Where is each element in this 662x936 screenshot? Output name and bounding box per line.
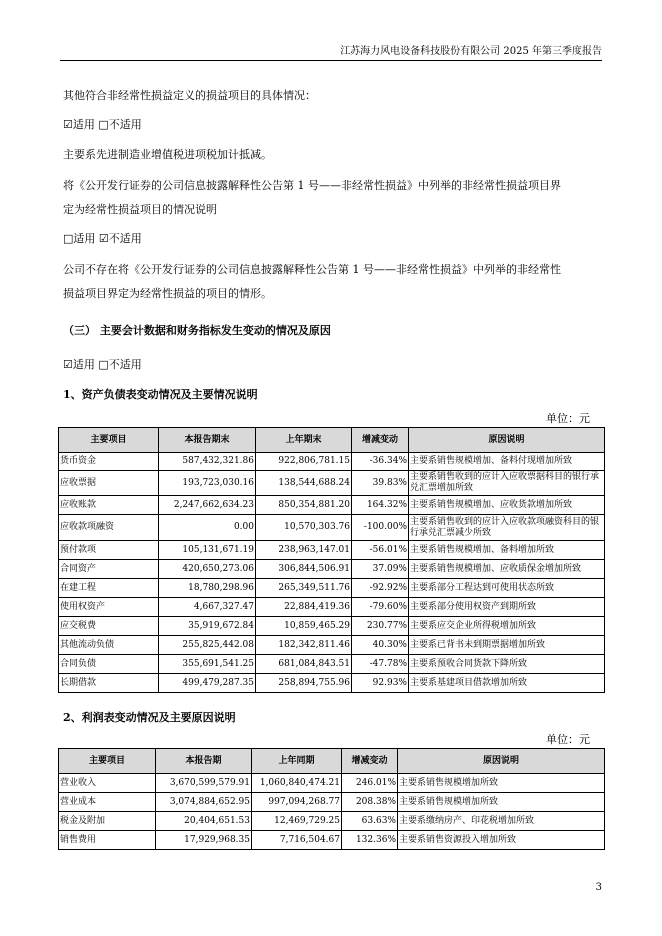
balance-sheet-table <box>58 427 605 693</box>
reason-cell: 主要系销售规模增加、应收货款增加所致 <box>409 496 605 515</box>
item-name-cell: 合同资产 <box>59 560 159 579</box>
item-name-cell: 营业成本 <box>59 793 156 812</box>
paragraph-vat-deduction: 主要系先进制造业增值税进项税加计抵减。 <box>63 148 272 161</box>
applicable-checkbox-1: ☑适用 □不适用 <box>63 118 142 131</box>
table-row <box>59 636 605 655</box>
change-cell: -56.01% <box>352 541 409 560</box>
item-name-cell: 应收款项融资 <box>59 515 159 541</box>
change-cell: 39.83% <box>352 471 409 496</box>
paragraph-other-items: 其他符合非经常性损益定义的损益项目的具体情况： <box>63 89 316 102</box>
prior-value-cell: 138,544,688.24 <box>256 471 352 496</box>
table-row <box>59 617 605 636</box>
current-value-cell: 3,670,599,579.91 <box>156 774 252 793</box>
table-row <box>59 774 605 793</box>
reason-cell: 主要系销售规模增加、备料付现增加所致 <box>409 453 605 471</box>
current-value-cell: 3,074,884,652.95 <box>156 793 252 812</box>
prior-value-cell: 22,884,419.36 <box>256 598 352 617</box>
change-cell: 37.09% <box>352 560 409 579</box>
current-value-cell: 255,825,442.08 <box>159 636 256 655</box>
subheading-balance-sheet: 1、资产负债表变动情况及主要情况说明 <box>63 388 258 401</box>
prior-value-cell: 10,859,465.29 <box>256 617 352 636</box>
reason-cell: 主要系销售收到的应计入应收票据科目的银行承兑汇票增加所致 <box>409 471 605 496</box>
table-row <box>59 515 605 541</box>
change-cell: 92.93% <box>352 674 409 693</box>
column-header: 增减变动 <box>342 749 398 774</box>
item-name-cell: 营业收入 <box>59 774 156 793</box>
prior-value-cell: 997,094,268.77 <box>252 793 342 812</box>
item-name-cell: 使用权资产 <box>59 598 159 617</box>
column-header: 主要项目 <box>59 428 159 453</box>
item-name-cell: 在建工程 <box>59 579 159 598</box>
current-value-cell: 35,919,672.84 <box>159 617 256 636</box>
item-name-cell: 预付款项 <box>59 541 159 560</box>
page-number: 3 <box>595 882 602 893</box>
reason-cell: 主要系部分工程达到可使用状态所致 <box>409 579 605 598</box>
table-row <box>59 598 605 617</box>
current-value-cell: 420,650,273.06 <box>159 560 256 579</box>
prior-value-cell: 258,894,755.96 <box>256 674 352 693</box>
change-cell: 230.77% <box>352 617 409 636</box>
item-name-cell: 长期借款 <box>59 674 159 693</box>
applicable-checkbox-2: □适用 ☑不适用 <box>63 232 142 245</box>
change-cell: -36.34% <box>352 453 409 471</box>
subheading-income-statement: 2、利润表变动情况及主要原因说明 <box>63 711 236 724</box>
column-header: 本报告期末 <box>159 428 256 453</box>
table-row <box>59 496 605 515</box>
table-header-row <box>59 428 605 453</box>
column-header: 本报告期 <box>156 749 252 774</box>
table-row <box>59 831 605 850</box>
prior-value-cell: 850,354,881.20 <box>256 496 352 515</box>
prior-value-cell: 7,716,504.67 <box>252 831 342 850</box>
change-cell: 40.30% <box>352 636 409 655</box>
prior-value-cell: 1,060,840,474.21 <box>252 774 342 793</box>
reason-cell: 主要系基建项目借款增加所致 <box>409 674 605 693</box>
paragraph-no-reclass-1: 公司不存在将《公开发行证券的公司信息披露解释性公告第 1 号——非经常性损益》中列举的非经常性 <box>63 263 561 276</box>
change-cell: -79.60% <box>352 598 409 617</box>
current-value-cell: 4,667,327.47 <box>159 598 256 617</box>
current-value-cell: 355,691,541.25 <box>159 655 256 674</box>
current-value-cell: 0.00 <box>159 515 256 541</box>
current-value-cell: 105,131,671.19 <box>159 541 256 560</box>
current-value-cell: 17,929,968.35 <box>156 831 252 850</box>
column-header: 原因说明 <box>409 428 605 453</box>
prior-value-cell: 922,806,781.15 <box>256 453 352 471</box>
column-header: 上年同期 <box>252 749 342 774</box>
change-cell: -47.78% <box>352 655 409 674</box>
current-value-cell: 18,780,298.96 <box>159 579 256 598</box>
reason-cell: 主要系销售规模增加所致 <box>398 774 605 793</box>
table-row <box>59 812 605 831</box>
reason-cell: 主要系销售规模增加、备料增加所致 <box>409 541 605 560</box>
table-row <box>59 674 605 693</box>
column-header: 主要项目 <box>59 749 156 774</box>
reason-cell: 主要系应交企业所得税增加所致 <box>409 617 605 636</box>
table-row <box>59 560 605 579</box>
table-row <box>59 541 605 560</box>
current-value-cell: 20,404,651.53 <box>156 812 252 831</box>
reason-cell: 主要系部分使用权资产到期所致 <box>409 598 605 617</box>
change-cell: -92.92% <box>352 579 409 598</box>
reason-cell: 主要系销售资源投入增加所致 <box>398 831 605 850</box>
item-name-cell: 应收账款 <box>59 496 159 515</box>
prior-value-cell: 306,844,506.91 <box>256 560 352 579</box>
change-cell: 63.63% <box>342 812 398 831</box>
table-row <box>59 471 605 496</box>
item-name-cell: 货币资金 <box>59 453 159 471</box>
change-cell: 164.32% <box>352 496 409 515</box>
current-value-cell: 587,432,321.86 <box>159 453 256 471</box>
unit-label-2: 单位：元 <box>546 733 590 746</box>
prior-value-cell: 12,469,729.25 <box>252 812 342 831</box>
income-statement-table <box>58 748 605 850</box>
prior-value-cell: 182,342,811.46 <box>256 636 352 655</box>
table-row <box>59 793 605 812</box>
section-heading-3: （三） 主要会计数据和财务指标发生变动的情况及原因 <box>63 324 331 337</box>
column-header: 上年期末 <box>256 428 352 453</box>
item-name-cell: 其他流动负债 <box>59 636 159 655</box>
current-value-cell: 193,723,030.16 <box>159 471 256 496</box>
reason-cell: 主要系缴纳房产、印花税增加所致 <box>398 812 605 831</box>
item-name-cell: 合同负债 <box>59 655 159 674</box>
prior-value-cell: 265,349,511.76 <box>256 579 352 598</box>
table-row <box>59 579 605 598</box>
page-header <box>60 40 602 61</box>
reason-cell: 主要系销售规模增加所致 <box>398 793 605 812</box>
reason-cell: 主要系销售规模增加、应收质保金增加所致 <box>409 560 605 579</box>
item-name-cell: 应收票据 <box>59 471 159 496</box>
reason-cell: 主要系已背书未到期票据增加所致 <box>409 636 605 655</box>
reason-cell: 主要系预收合同货款下降所致 <box>409 655 605 674</box>
change-cell: 208.38% <box>342 793 398 812</box>
item-name-cell: 销售费用 <box>59 831 156 850</box>
prior-value-cell: 10,570,303.76 <box>256 515 352 541</box>
prior-value-cell: 238,963,147.01 <box>256 541 352 560</box>
paragraph-reclassification-1: 将《公开发行证券的公司信息披露解释性公告第 1 号——非经常性损益》中列举的非经常性损益项目界 <box>63 179 561 192</box>
current-value-cell: 2,247,662,634.23 <box>159 496 256 515</box>
current-value-cell: 499,479,287.35 <box>159 674 256 693</box>
table-row <box>59 655 605 674</box>
paragraph-no-reclass-2: 损益项目界定为经常性损益的项目的情形。 <box>63 287 272 300</box>
applicable-checkbox-3: ☑适用 □不适用 <box>63 358 142 371</box>
change-cell: -100.00% <box>352 515 409 541</box>
column-header: 增减变动 <box>352 428 409 453</box>
column-header: 原因说明 <box>398 749 605 774</box>
table-header-row <box>59 749 605 774</box>
change-cell: 132.36% <box>342 831 398 850</box>
unit-label-1: 单位：元 <box>546 412 590 425</box>
change-cell: 246.01% <box>342 774 398 793</box>
header-title: 江苏海力风电设备科技股份有限公司 2025 年第三季度报告 <box>340 46 602 57</box>
table-row <box>59 453 605 471</box>
item-name-cell: 应交税费 <box>59 617 159 636</box>
prior-value-cell: 681,084,843.51 <box>256 655 352 674</box>
item-name-cell: 税金及附加 <box>59 812 156 831</box>
paragraph-reclassification-2: 定为经常性损益项目的情况说明 <box>63 203 217 216</box>
reason-cell: 主要系销售收到的应计入应收款项融资科目的银行承兑汇票减少所致 <box>409 515 605 541</box>
